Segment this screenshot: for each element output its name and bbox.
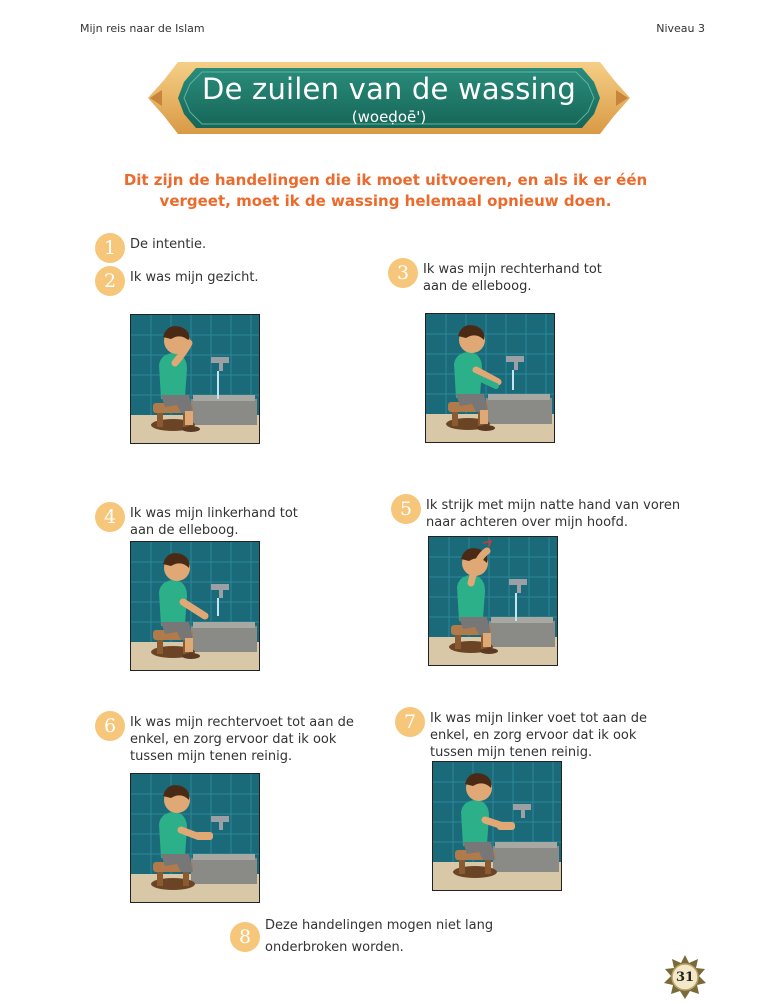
- illustration-icon: [433, 762, 561, 890]
- illustration-icon: [426, 314, 554, 442]
- step-6: [95, 711, 355, 765]
- step-text: Ik was mijn linker voet tot aan de enkel, en zorg ervoor dat ik ook tussen mijn tenen reinig.: [430, 711, 647, 760]
- boy-wiping-head-illustration: [428, 536, 558, 666]
- page-number: 31: [675, 969, 695, 985]
- illustration-icon: [131, 315, 259, 443]
- step-number: 6: [95, 711, 125, 741]
- step-5: [391, 494, 691, 531]
- page-number-badge: [663, 955, 707, 999]
- step-text: Ik was mijn rechtervoet tot aan de enkel, en zorg ervoor dat ik ook tussen mijn tenen reinig.: [130, 715, 354, 764]
- step-text: Ik strijk met mijn natte hand van voren naar achteren over mijn hoofd.: [426, 498, 681, 530]
- illustration-icon: [131, 542, 259, 670]
- step-text: Ik was mijn linkerhand tot aan de elleboog.: [130, 506, 298, 538]
- step-4: [95, 502, 315, 539]
- step-number: 8: [230, 922, 260, 952]
- step-number: 3: [388, 258, 418, 288]
- level-label: Niveau 3: [656, 22, 705, 35]
- step-text: Ik was mijn gezicht.: [130, 270, 259, 285]
- step-number: 2: [95, 266, 125, 296]
- intro-text: Dit zijn de handelingen die ik moet uitvoeren, en als ik er één vergeet, moet ik de wassing helemaal opnieuw doen.: [123, 171, 648, 210]
- step-text: Deze handelingen mogen niet lang onderbroken worden.: [265, 918, 494, 955]
- step-1: [95, 233, 295, 263]
- step-2: [95, 266, 315, 296]
- title-banner: [148, 52, 630, 144]
- boy-washing-left-arm-illustration: [130, 541, 260, 671]
- step-7: [395, 707, 655, 761]
- boy-washing-right-arm-illustration: [425, 313, 555, 443]
- illustration-icon: [429, 537, 557, 665]
- step-3: [388, 258, 603, 295]
- book-title: Mijn reis naar de Islam: [80, 22, 205, 35]
- boy-washing-left-foot-illustration: [432, 761, 562, 891]
- step-8: [230, 912, 530, 959]
- boy-washing-face-illustration: [130, 314, 260, 444]
- step-number: 4: [95, 502, 125, 532]
- page-subtitle: (woeḍoē'): [351, 108, 427, 126]
- page-title: De zuilen van de wassing: [202, 72, 576, 106]
- boy-washing-right-foot-illustration: [130, 773, 260, 903]
- step-number: 5: [391, 494, 421, 524]
- step-text: De intentie.: [130, 237, 207, 252]
- step-text: Ik was mijn rechterhand tot aan de elleboog.: [423, 262, 602, 294]
- step-number: 7: [395, 707, 425, 737]
- illustration-icon: [131, 774, 259, 902]
- step-number: 1: [95, 233, 125, 263]
